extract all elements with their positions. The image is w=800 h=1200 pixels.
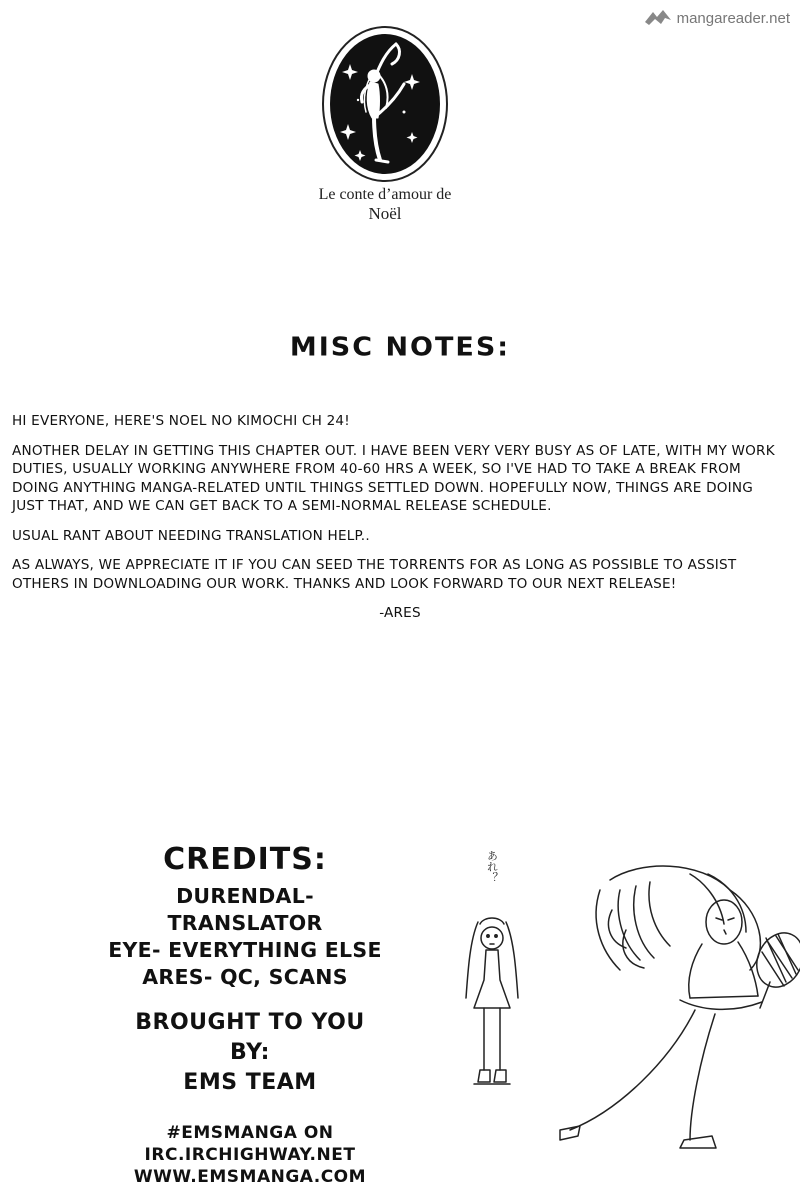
- mangareader-logo-icon: [643, 8, 673, 28]
- credit-line: EYE- EVERYTHING ELSE: [108, 938, 382, 962]
- watermark-text: mangareader.net: [676, 9, 790, 27]
- tennis-girl-figure: [560, 866, 800, 1148]
- sketch-speech-text: あれ？: [485, 850, 499, 883]
- emblem-caption-line1: Le conte d’amour de: [318, 186, 452, 203]
- credits-title: CREDITS:: [163, 842, 327, 877]
- credit-line: ARES- QC, SCANS: [142, 965, 348, 989]
- credit-line: DURENDAL- TRANSLATOR: [167, 884, 323, 935]
- brought-line3: EMS TEAM: [183, 1070, 317, 1095]
- skater-and-tennis-girl-sketch-icon: [440, 830, 800, 1160]
- contact-line3: WWW.EMSMANGA.COM: [133, 1167, 367, 1187]
- notes-paragraph: ANOTHER DELAY IN GETTING THIS CHAPTER OUT. I HAVE BEEN VERY VERY BUSY AS OF LATE, WITH MY WORK DUTIES, USUALLY WORKING ANYWHERE FROM 40-60 HRS A WEEK, SO I'VE HAD TO TAKE A BREAK FROM DOING ANYTHING MANGA-RELATED UNTIL THINGS SETTLED DOWN. HOPEFULLY NOW, THINGS ARE DOING JUST THAT, AND WE CAN GET BACK TO A SEMI-NORMAL RELEASE SCHEDULE.: [12, 442, 775, 514]
- brought-line2: BY:: [230, 1040, 270, 1065]
- contact-line1: #EMSMANGA ON: [166, 1123, 334, 1143]
- emblem-caption-line2: Noël: [368, 204, 402, 224]
- notes-signature: -ARES: [379, 605, 421, 621]
- brought-line1: BROUGHT TO YOU: [135, 1010, 365, 1035]
- notes-title: MISC NOTES:: [289, 332, 511, 363]
- small-skater-figure: [466, 918, 518, 1084]
- contact-line2: IRC.IRCHIGHWAY.NET: [144, 1145, 356, 1165]
- watermark: [643, 8, 790, 28]
- notes-paragraph: HI EVERYONE, HERE'S NOEL NO KIMOCHI CH 24!: [12, 413, 350, 429]
- notes-paragraph: AS ALWAYS, WE APPRECIATE IT IF YOU CAN SEED THE TORRENTS FOR AS LONG AS POSSIBLE TO ASSIST OTHERS IN DOWNLOADING OUR WORK. THANKS AND LOOK FORWARD TO OUR NEXT RELEASE!: [12, 557, 737, 592]
- brought-to-you-block: [100, 1008, 400, 1098]
- emblem-caption: [270, 186, 500, 224]
- notes-body: [12, 412, 788, 634]
- contact-block: [100, 1122, 400, 1188]
- notes-paragraph: USUAL RANT ABOUT NEEDING TRANSLATION HELP..: [12, 527, 370, 544]
- credits-block: [100, 842, 390, 991]
- figure-skater-medallion-icon: [320, 24, 450, 184]
